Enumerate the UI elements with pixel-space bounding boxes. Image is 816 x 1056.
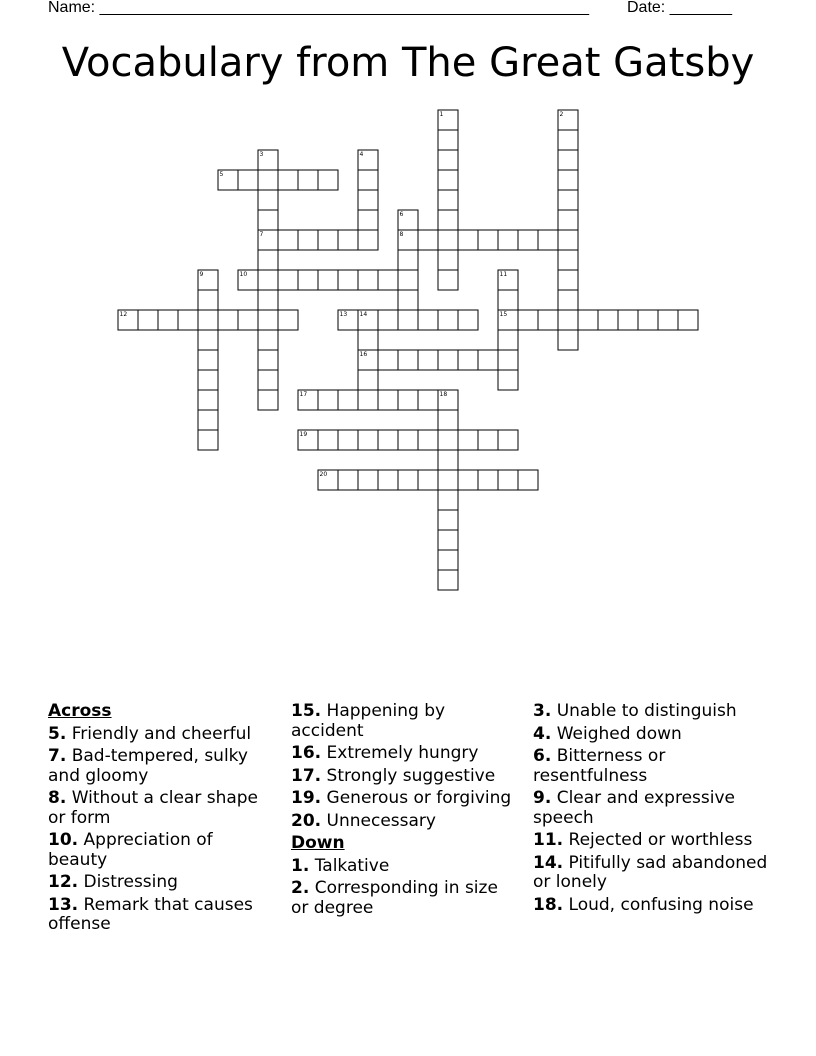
crossword-cell[interactable] <box>558 330 578 350</box>
crossword-cell[interactable] <box>378 350 398 370</box>
cell-number-11: 11 <box>499 271 508 278</box>
crossword-cell[interactable] <box>398 390 418 410</box>
crossword-cell[interactable] <box>298 270 318 290</box>
cell-number-8: 8 <box>399 231 404 238</box>
cell-number-19: 19 <box>299 431 308 438</box>
crossword-cell[interactable] <box>438 310 458 330</box>
crossword-cell[interactable] <box>398 310 418 330</box>
crossword-cell[interactable] <box>358 170 378 190</box>
crossword-cell[interactable] <box>338 230 358 250</box>
cell-number-10: 10 <box>239 271 248 278</box>
crossword-cell[interactable] <box>598 310 618 330</box>
clue-down-3: 3. Unable to distinguish <box>533 701 737 721</box>
crossword-cell[interactable] <box>378 470 398 490</box>
cell-number-14: 14 <box>359 311 368 318</box>
crossword-cell[interactable] <box>358 190 378 210</box>
clue-down-4: 4. Weighed down <box>533 723 682 744</box>
crossword-cell[interactable] <box>398 350 418 370</box>
crossword-cell[interactable] <box>358 230 378 250</box>
crossword-cell[interactable] <box>438 550 458 570</box>
crossword-cell[interactable] <box>258 390 278 410</box>
crossword-cell[interactable] <box>278 270 298 290</box>
crossword-cell[interactable] <box>438 210 458 230</box>
clue-down-11: 11. Rejected or worthless <box>533 830 753 850</box>
crossword-cell[interactable] <box>438 510 458 530</box>
crossword-cell[interactable] <box>398 270 418 290</box>
crossword-cell[interactable] <box>478 470 498 490</box>
clue-across-19: 19. Generous or forgiving <box>291 788 512 808</box>
crossword-cell[interactable] <box>558 150 578 170</box>
across-heading: Across <box>48 701 112 721</box>
cell-number-7: 7 <box>259 231 264 238</box>
crossword-cell[interactable] <box>398 470 418 490</box>
crossword-cell[interactable] <box>198 430 218 450</box>
cell-number-4: 4 <box>359 151 364 158</box>
clue-across-8: 8. Without a clear shape or form <box>48 788 259 828</box>
crossword-cell[interactable] <box>358 390 378 410</box>
crossword-cell[interactable] <box>678 310 698 330</box>
crossword-cell[interactable] <box>258 310 278 330</box>
clue-column-1 <box>48 702 273 938</box>
crossword-cell[interactable] <box>438 150 458 170</box>
crossword-cell[interactable] <box>398 290 418 310</box>
clue-down-2: 2. Corresponding in size or degree <box>291 878 498 918</box>
crossword-cell[interactable] <box>478 230 498 250</box>
crossword-cell[interactable] <box>318 270 338 290</box>
crossword-cell[interactable] <box>338 270 358 290</box>
crossword-cell[interactable] <box>378 390 398 410</box>
crossword-cell[interactable] <box>658 310 678 330</box>
crossword-cell[interactable] <box>258 250 278 270</box>
crossword-cell[interactable] <box>618 310 638 330</box>
crossword-cell[interactable] <box>438 470 458 490</box>
crossword-cell[interactable] <box>458 310 478 330</box>
clue-down-6: 6. Bitterness or resentfulness <box>533 746 666 786</box>
clue-column-2 <box>291 702 516 921</box>
crossword-cell[interactable] <box>458 350 478 370</box>
crossword-cell[interactable] <box>438 570 458 590</box>
cell-number-20: 20 <box>319 471 328 478</box>
crossword-cell[interactable] <box>238 310 258 330</box>
crossword-cell[interactable] <box>258 350 278 370</box>
clue-across-12: 12. Distressing <box>48 872 178 892</box>
crossword-cell[interactable] <box>558 310 578 330</box>
clue-across-13: 13. Remark that causes offense <box>48 894 253 934</box>
crossword-cell[interactable] <box>378 310 398 330</box>
cell-number-3: 3 <box>259 151 264 158</box>
crossword-cell[interactable] <box>498 370 518 390</box>
crossword-cell[interactable] <box>438 430 458 450</box>
clue-across-15: 15. Happening by accident <box>291 701 446 741</box>
crossword-cell[interactable] <box>458 230 478 250</box>
crossword-cell[interactable] <box>438 530 458 550</box>
crossword-cell[interactable] <box>558 130 578 150</box>
clue-across-20: 20. Unnecessary <box>291 810 436 831</box>
cell-number-2: 2 <box>559 111 564 118</box>
crossword-cell[interactable] <box>338 470 358 490</box>
crossword-cell[interactable] <box>558 170 578 190</box>
clue-down-1: 1. Talkative <box>291 855 390 876</box>
crossword-cell[interactable] <box>318 390 338 410</box>
crossword-cell[interactable] <box>318 170 338 190</box>
crossword-cell[interactable] <box>418 350 438 370</box>
crossword-cell[interactable] <box>498 350 518 370</box>
crossword-cell[interactable] <box>258 190 278 210</box>
down-heading: Down <box>291 833 345 853</box>
crossword-cell[interactable] <box>438 270 458 290</box>
crossword-cell[interactable] <box>518 470 538 490</box>
cell-number-13: 13 <box>339 311 348 318</box>
crossword-cell[interactable] <box>378 430 398 450</box>
cell-number-16: 16 <box>359 351 368 358</box>
crossword-cell[interactable] <box>358 330 378 350</box>
clue-across-5: 5. Friendly and cheerful <box>48 723 252 744</box>
crossword-cell[interactable] <box>498 430 518 450</box>
worksheet-title: Vocabulary from The Great Gatsby <box>61 40 755 86</box>
crossword-cell[interactable] <box>358 210 378 230</box>
cell-number-18: 18 <box>439 391 448 398</box>
crossword-cell[interactable] <box>498 330 518 350</box>
crossword-cell[interactable] <box>258 170 278 190</box>
crossword-cell[interactable] <box>198 330 218 350</box>
crossword-cell[interactable] <box>418 470 438 490</box>
crossword-cell[interactable] <box>438 490 458 510</box>
crossword-cell[interactable] <box>198 390 218 410</box>
crossword-cell[interactable] <box>538 230 558 250</box>
crossword-cell[interactable] <box>238 170 258 190</box>
crossword-cell[interactable] <box>278 310 298 330</box>
crossword-cell[interactable] <box>278 230 298 250</box>
crossword-cell[interactable] <box>558 270 578 290</box>
clue-across-7: 7. Bad-tempered, sulky and gloomy <box>48 746 248 786</box>
cell-number-5: 5 <box>219 171 224 178</box>
crossword-cell[interactable] <box>558 190 578 210</box>
crossword-cell[interactable] <box>458 430 478 450</box>
crossword-cell[interactable] <box>318 230 338 250</box>
crossword-cell[interactable] <box>558 290 578 310</box>
crossword-cell[interactable] <box>438 170 458 190</box>
crossword-cell[interactable] <box>358 370 378 390</box>
crossword-cell[interactable] <box>318 430 338 450</box>
crossword-cell[interactable] <box>398 250 418 270</box>
crossword-cell[interactable] <box>338 390 358 410</box>
name-field-label: Name: _______________________________________________________ <box>48 0 589 16</box>
crossword-cell[interactable] <box>218 310 238 330</box>
crossword-cell[interactable] <box>498 470 518 490</box>
cell-number-1: 1 <box>439 111 444 118</box>
crossword-cell[interactable] <box>418 310 438 330</box>
crossword-cell[interactable] <box>458 470 478 490</box>
crossword-cell[interactable] <box>558 230 578 250</box>
crossword-cell[interactable] <box>258 370 278 390</box>
cell-number-12: 12 <box>119 311 128 318</box>
crossword-cell[interactable] <box>298 170 318 190</box>
crossword-cell[interactable] <box>578 310 598 330</box>
crossword-cell[interactable] <box>558 210 578 230</box>
crossword-cell[interactable] <box>258 290 278 310</box>
cell-number-6: 6 <box>399 211 404 218</box>
crossword-cell[interactable] <box>198 370 218 390</box>
crossword-cell[interactable] <box>278 170 298 190</box>
crossword-cell[interactable] <box>498 290 518 310</box>
crossword-cell[interactable] <box>398 430 418 450</box>
clue-down-9: 9. Clear and expressive speech <box>533 788 735 828</box>
crossword-cell[interactable] <box>498 230 518 250</box>
crossword-cell[interactable] <box>258 210 278 230</box>
date-field-label: Date: _______ <box>627 0 732 16</box>
crossword-cell[interactable] <box>378 270 398 290</box>
crossword-cell[interactable] <box>518 310 538 330</box>
clue-across-16: 16. Extremely hungry <box>291 743 479 763</box>
crossword-cell[interactable] <box>418 230 438 250</box>
crossword-cell[interactable] <box>198 290 218 310</box>
clue-across-10: 10. Appreciation of beauty <box>48 830 213 870</box>
crossword-cell[interactable] <box>158 310 178 330</box>
crossword-cell[interactable] <box>518 230 538 250</box>
crossword-cell[interactable] <box>358 270 378 290</box>
crossword-cell[interactable] <box>438 130 458 150</box>
crossword-cell[interactable] <box>358 470 378 490</box>
crossword-cell[interactable] <box>298 230 318 250</box>
crossword-cell[interactable] <box>438 250 458 270</box>
crossword-cell[interactable] <box>438 450 458 470</box>
crossword-cell[interactable] <box>418 430 438 450</box>
crossword-cell[interactable] <box>418 390 438 410</box>
crossword-cell[interactable] <box>438 350 458 370</box>
crossword-cell[interactable] <box>438 230 458 250</box>
crossword-cell[interactable] <box>438 410 458 430</box>
clue-across-17: 17. Strongly suggestive <box>291 765 496 786</box>
cell-number-17: 17 <box>299 391 308 398</box>
crossword-cell[interactable] <box>478 350 498 370</box>
crossword-cell[interactable] <box>138 310 158 330</box>
crossword-cell[interactable] <box>198 350 218 370</box>
crossword-cell[interactable] <box>198 410 218 430</box>
crossword-cell[interactable] <box>338 430 358 450</box>
crossword-cell[interactable] <box>438 190 458 210</box>
cell-number-9: 9 <box>199 271 204 278</box>
crossword-cell[interactable] <box>358 430 378 450</box>
clue-down-14: 14. Pitifully sad abandoned or lonely <box>533 852 768 892</box>
crossword-cell[interactable] <box>198 310 218 330</box>
crossword-cell[interactable] <box>258 330 278 350</box>
crossword-cell[interactable] <box>258 270 278 290</box>
clue-column-3 <box>533 702 773 918</box>
crossword-cell[interactable] <box>178 310 198 330</box>
crossword-cell[interactable] <box>558 250 578 270</box>
cell-number-15: 15 <box>499 311 508 318</box>
clue-down-18: 18. Loud, confusing noise <box>533 894 754 915</box>
crossword-cell[interactable] <box>538 310 558 330</box>
crossword-cell[interactable] <box>638 310 658 330</box>
crossword-cell[interactable] <box>478 430 498 450</box>
